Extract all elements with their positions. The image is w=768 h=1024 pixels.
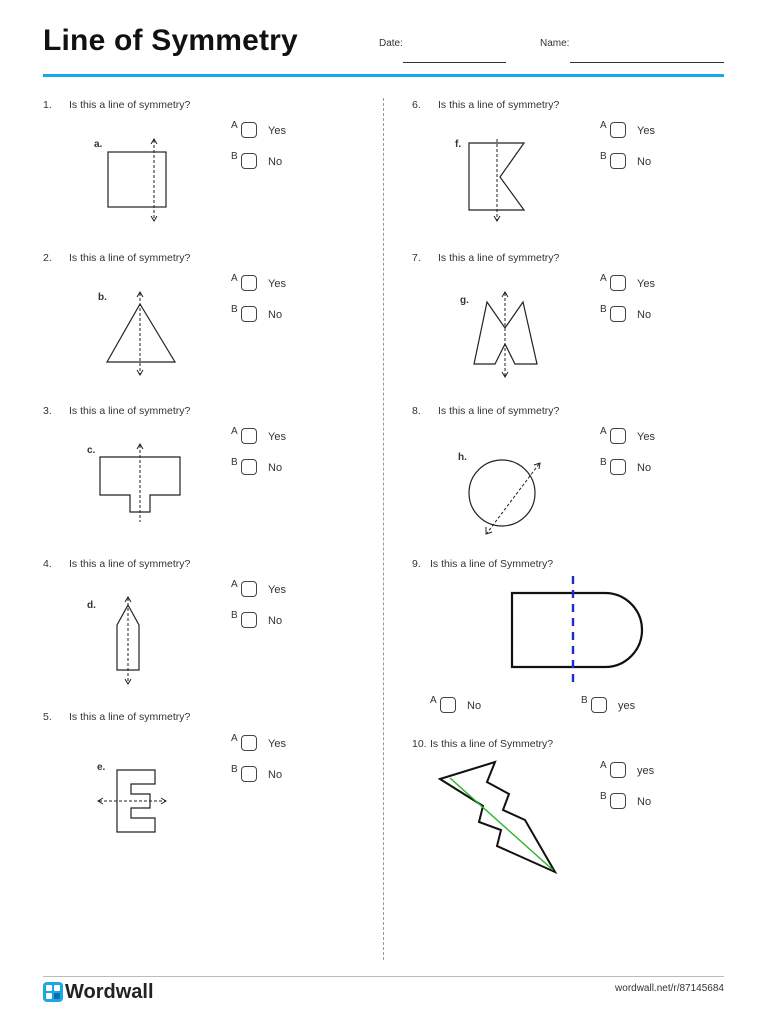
figure-square	[90, 135, 180, 227]
figure-pencil	[85, 595, 155, 687]
option-label: No	[268, 462, 283, 474]
option-letter: B	[231, 151, 238, 162]
question-text: Is this a line of Symmetry?	[430, 738, 554, 750]
checkbox[interactable]	[241, 306, 257, 322]
date-field[interactable]	[403, 62, 506, 63]
figure-letter-k	[452, 135, 537, 227]
option-letter: A	[231, 579, 238, 590]
question-number: 8.	[412, 405, 421, 417]
option-label: Yes	[268, 738, 286, 750]
checkbox[interactable]	[241, 612, 257, 628]
header-accent-bar	[43, 74, 724, 77]
figure-lightning-bolt	[435, 758, 565, 878]
question-6	[412, 99, 559, 111]
checkbox[interactable]	[241, 459, 257, 475]
question-text: Is this a line of Symmetry?	[430, 558, 554, 570]
question-number: 5.	[43, 711, 52, 723]
checkbox[interactable]	[610, 459, 626, 475]
question-2	[43, 252, 190, 264]
question-number: 4.	[43, 558, 52, 570]
question-number: 9.	[412, 558, 421, 570]
checkbox[interactable]	[241, 153, 257, 169]
figure-letter: a.	[94, 139, 103, 150]
checkbox[interactable]	[241, 275, 257, 291]
question-number: 7.	[412, 252, 421, 264]
option-label: No	[268, 309, 283, 321]
figure-letter: b.	[98, 292, 107, 303]
checkbox[interactable]	[610, 275, 626, 291]
figure-circle	[455, 448, 550, 540]
figure-letter-m	[457, 288, 547, 380]
option-label: No	[268, 769, 283, 781]
option-label: Yes	[268, 584, 286, 596]
question-8	[412, 405, 559, 417]
question-9	[412, 558, 553, 570]
figure-letter: g.	[460, 295, 469, 306]
option-label: No	[637, 796, 652, 808]
checkbox[interactable]	[610, 793, 626, 809]
option-letter: B	[231, 610, 238, 621]
checkbox[interactable]	[241, 581, 257, 597]
option-letter: A	[600, 273, 607, 284]
option-label: yes	[618, 700, 636, 712]
question-4	[43, 558, 190, 570]
page-title: Line of Symmetry	[43, 24, 298, 57]
date-label: Date:	[379, 38, 403, 49]
option-label: Yes	[268, 125, 286, 137]
option-label: yes	[637, 765, 655, 777]
question-number: 3.	[43, 405, 52, 417]
question-text: Is this a line of symmetry?	[69, 711, 191, 723]
question-3	[43, 405, 190, 417]
question-5	[43, 711, 190, 723]
option-letter: B	[600, 457, 607, 468]
option-letter: A	[600, 760, 607, 771]
option-letter: A	[231, 120, 238, 131]
checkbox[interactable]	[591, 697, 607, 713]
question-number: 10.	[412, 738, 427, 750]
question-text: Is this a line of symmetry?	[69, 558, 191, 570]
question-text: Is this a line of symmetry?	[69, 99, 191, 111]
question-number: 1.	[43, 99, 52, 111]
option-letter: A	[231, 426, 238, 437]
option-label: No	[637, 156, 652, 168]
column-divider	[383, 98, 384, 960]
question-1	[43, 99, 190, 111]
option-letter: B	[600, 151, 607, 162]
option-letter: A	[231, 273, 238, 284]
checkbox[interactable]	[241, 122, 257, 138]
question-text: Is this a line of symmetry?	[438, 405, 560, 417]
figure-letter: h.	[458, 452, 467, 463]
option-letter: A	[600, 120, 607, 131]
option-letter: A	[600, 426, 607, 437]
question-number: 6.	[412, 99, 421, 111]
option-label: No	[268, 156, 283, 168]
figure-letter: f.	[455, 139, 462, 150]
footer-divider	[43, 976, 724, 977]
checkbox[interactable]	[241, 428, 257, 444]
option-letter: B	[231, 764, 238, 775]
figure-letter: e.	[97, 762, 106, 773]
checkbox[interactable]	[241, 766, 257, 782]
figure-d-shape	[505, 574, 650, 690]
option-letter: B	[581, 695, 588, 706]
question-number: 2.	[43, 252, 52, 264]
figure-triangle	[95, 288, 185, 380]
question-text: Is this a line of symmetry?	[69, 405, 191, 417]
figure-letter-e	[95, 758, 175, 838]
question-10	[412, 738, 553, 750]
checkbox[interactable]	[610, 122, 626, 138]
name-field[interactable]	[570, 62, 724, 63]
question-text: Is this a line of symmetry?	[69, 252, 191, 264]
figure-t-shape	[85, 440, 185, 525]
question-7	[412, 252, 559, 264]
option-letter: B	[600, 304, 607, 315]
checkbox[interactable]	[610, 306, 626, 322]
option-label: No	[637, 309, 652, 321]
checkbox[interactable]	[440, 697, 456, 713]
option-label: Yes	[268, 278, 286, 290]
option-label: Yes	[268, 431, 286, 443]
option-label: Yes	[637, 431, 655, 443]
option-letter: B	[600, 791, 607, 802]
option-label: Yes	[637, 278, 655, 290]
option-label: No	[637, 462, 652, 474]
checkbox[interactable]	[610, 762, 626, 778]
option-label: Yes	[637, 125, 655, 137]
footer-url[interactable]: wordwall.net/r/87145684	[615, 983, 724, 994]
name-label: Name:	[540, 38, 570, 49]
option-letter: A	[430, 695, 437, 706]
option-letter: A	[231, 733, 238, 744]
option-letter: B	[231, 304, 238, 315]
checkbox[interactable]	[610, 153, 626, 169]
checkbox[interactable]	[610, 428, 626, 444]
question-text: Is this a line of symmetry?	[438, 252, 560, 264]
checkbox[interactable]	[241, 735, 257, 751]
figure-letter: d.	[87, 600, 96, 611]
option-label: No	[268, 615, 283, 627]
option-label: No	[467, 700, 482, 712]
figure-letter: c.	[87, 445, 96, 456]
brand-name: Wordwall	[65, 981, 154, 1003]
option-letter: B	[231, 457, 238, 468]
wordwall-logo-icon	[43, 982, 63, 1002]
question-text: Is this a line of symmetry?	[438, 99, 560, 111]
